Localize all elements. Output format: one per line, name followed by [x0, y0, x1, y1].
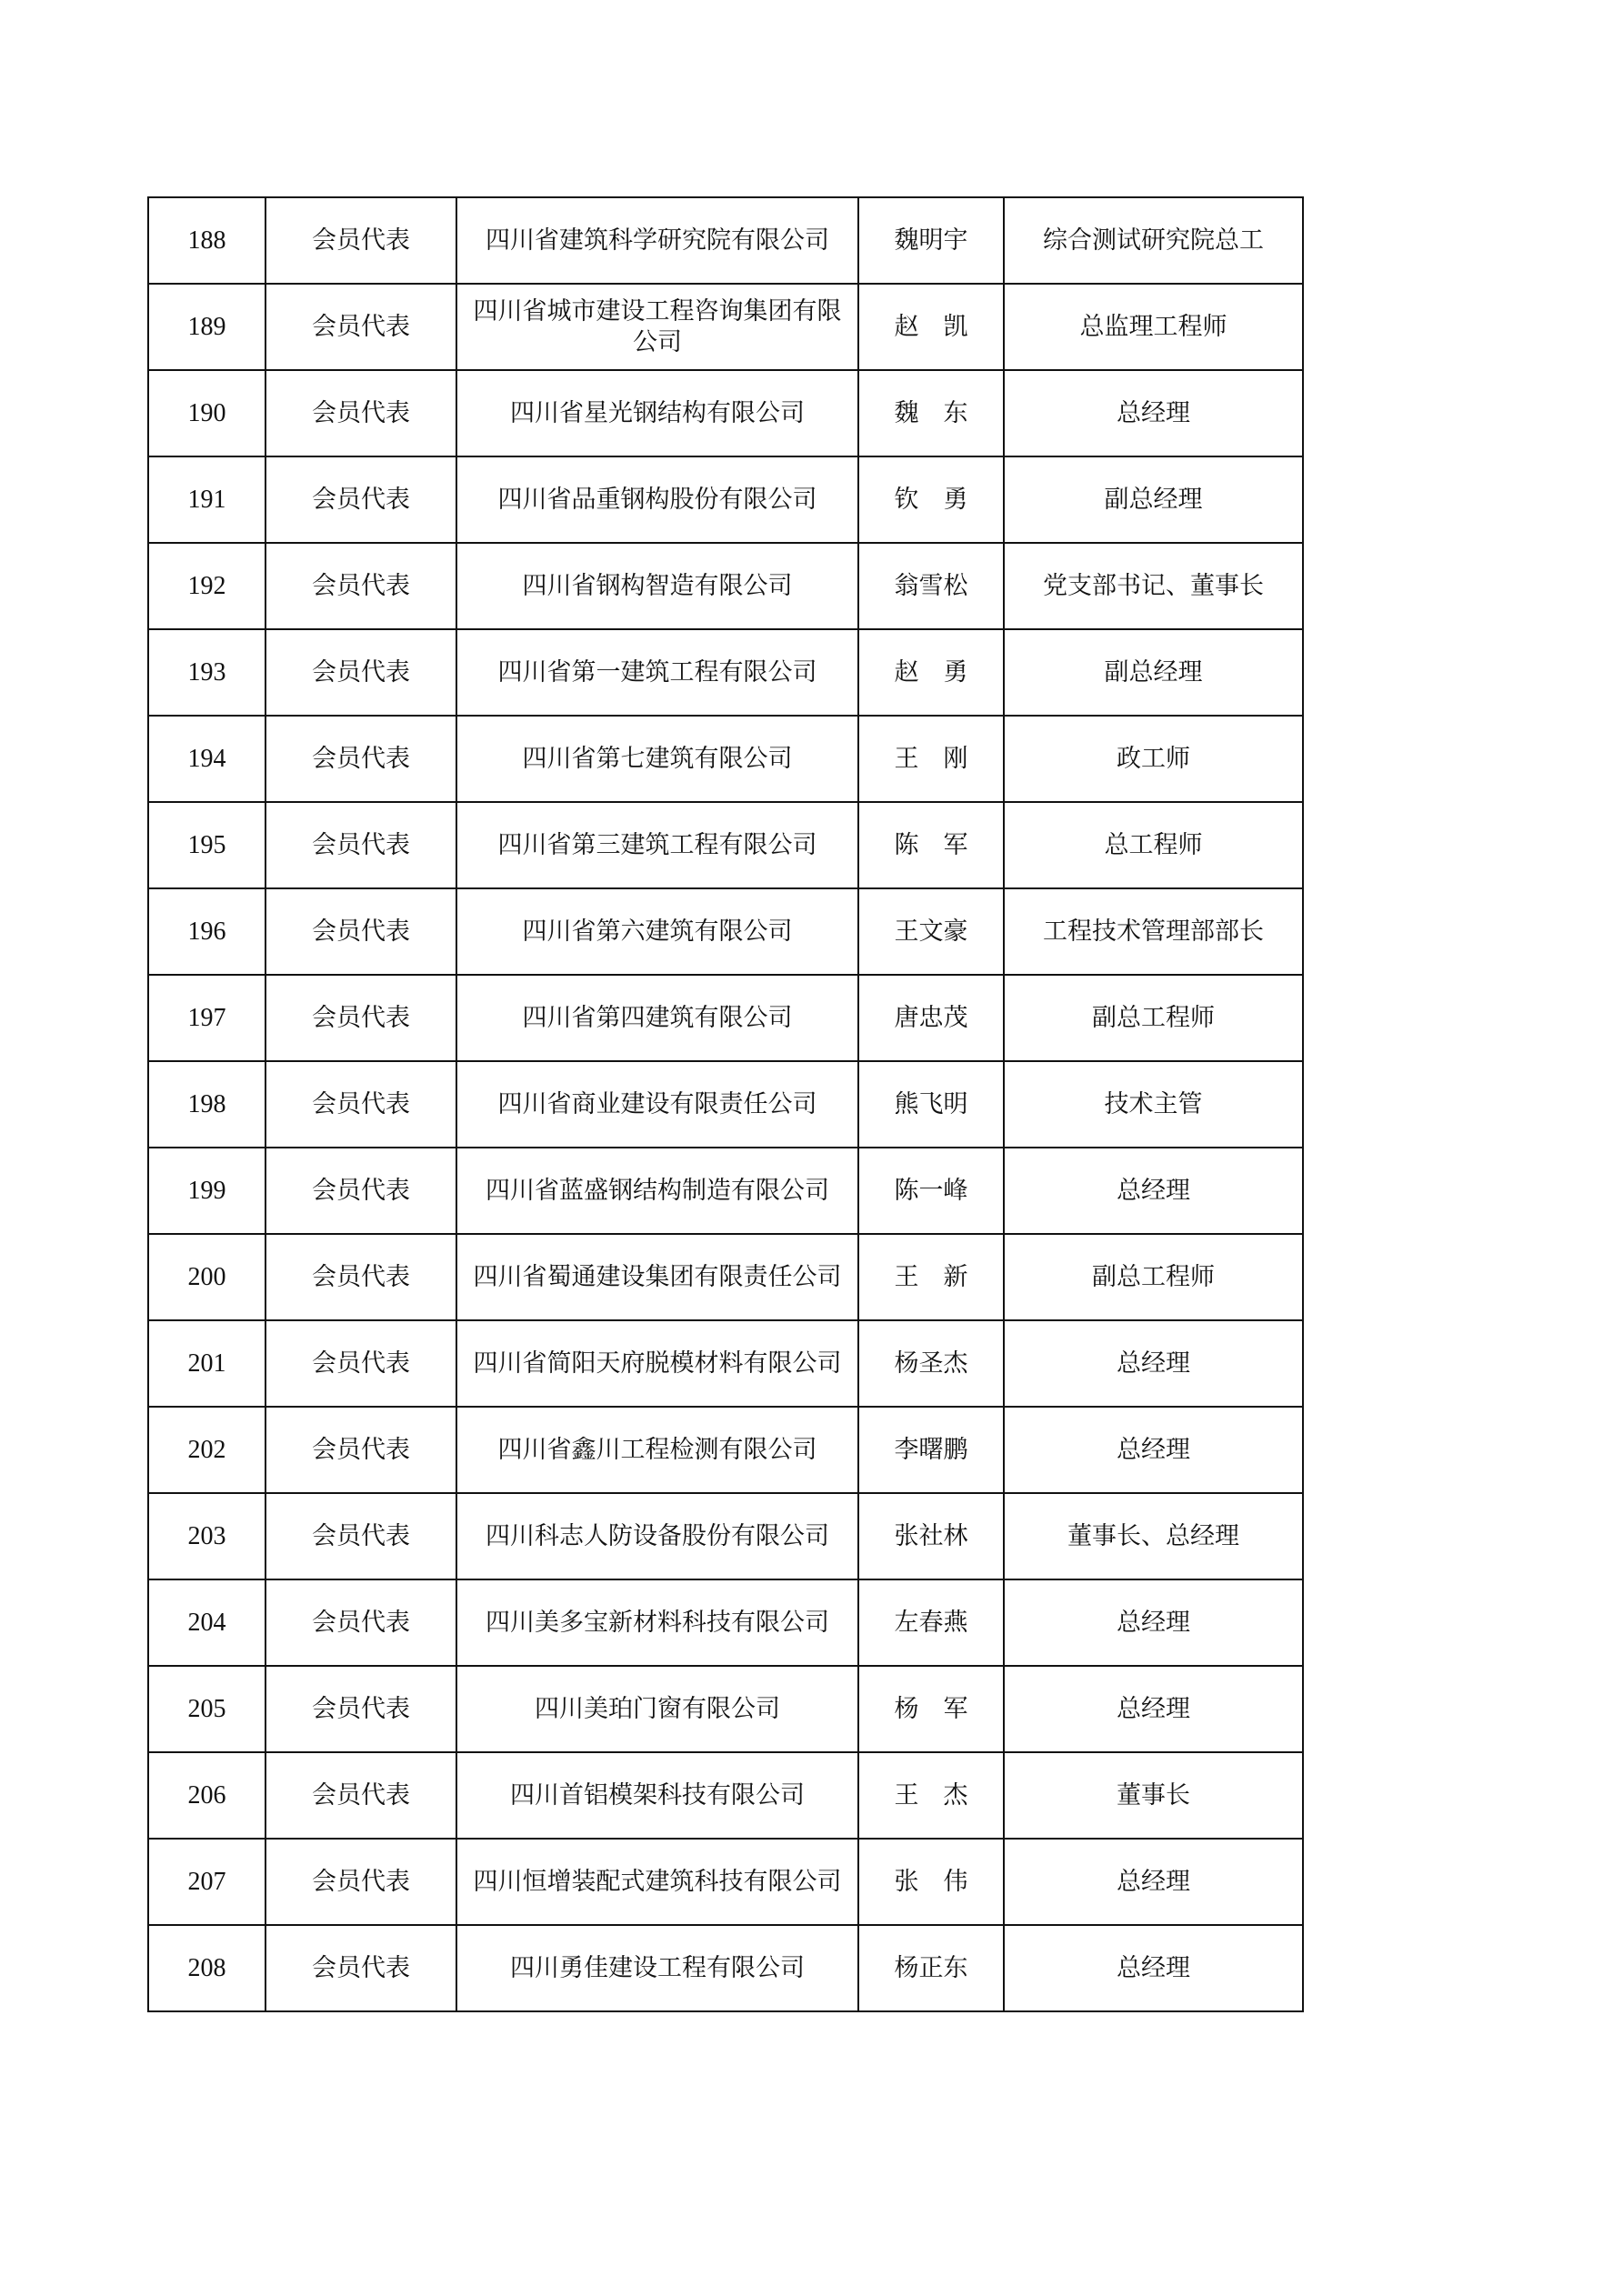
person-name-cell: 陈 军 [858, 802, 1004, 888]
row-number-cell: 190 [148, 370, 265, 456]
job-title-cell: 综合测试研究院总工 [1004, 197, 1303, 284]
row-number-cell: 188 [148, 197, 265, 284]
person-name-cell: 魏明宇 [858, 197, 1004, 284]
table-row [148, 888, 1303, 975]
row-number-cell: 200 [148, 1234, 265, 1320]
row-number-cell: 208 [148, 1925, 265, 2011]
person-name-cell: 王 刚 [858, 716, 1004, 802]
table-row [148, 1579, 1303, 1666]
member-type-cell: 会员代表 [265, 456, 456, 543]
row-number-cell: 207 [148, 1839, 265, 1925]
person-name-cell: 魏 东 [858, 370, 1004, 456]
person-name-cell: 王 杰 [858, 1752, 1004, 1839]
person-name-cell: 张社林 [858, 1493, 1004, 1579]
job-title-cell: 副总经理 [1004, 456, 1303, 543]
table-row [148, 1407, 1303, 1493]
job-title-cell: 技术主管 [1004, 1061, 1303, 1148]
organization-cell: 四川首铝模架科技有限公司 [456, 1752, 858, 1839]
member-type-cell: 会员代表 [265, 629, 456, 716]
organization-cell: 四川恒增装配式建筑科技有限公司 [456, 1839, 858, 1925]
row-number-cell: 194 [148, 716, 265, 802]
row-number-cell: 206 [148, 1752, 265, 1839]
table-row [148, 1061, 1303, 1148]
member-type-cell: 会员代表 [265, 888, 456, 975]
person-name-cell: 杨圣杰 [858, 1320, 1004, 1407]
member-type-cell: 会员代表 [265, 1925, 456, 2011]
member-type-cell: 会员代表 [265, 1579, 456, 1666]
row-number-cell: 195 [148, 802, 265, 888]
row-number-cell: 204 [148, 1579, 265, 1666]
job-title-cell: 总经理 [1004, 1925, 1303, 2011]
person-name-cell: 赵 勇 [858, 629, 1004, 716]
person-name-cell: 翁雪松 [858, 543, 1004, 629]
table-row [148, 716, 1303, 802]
table-row [148, 284, 1303, 370]
job-title-cell: 总经理 [1004, 1320, 1303, 1407]
row-number-cell: 192 [148, 543, 265, 629]
member-type-cell: 会员代表 [265, 1234, 456, 1320]
organization-cell: 四川省第六建筑有限公司 [456, 888, 858, 975]
person-name-cell: 左春燕 [858, 1579, 1004, 1666]
table-row [148, 543, 1303, 629]
table-row [148, 1839, 1303, 1925]
person-name-cell: 王文豪 [858, 888, 1004, 975]
person-name-cell: 王 新 [858, 1234, 1004, 1320]
table-row [148, 629, 1303, 716]
member-type-cell: 会员代表 [265, 197, 456, 284]
job-title-cell: 总经理 [1004, 1148, 1303, 1234]
row-number-cell: 196 [148, 888, 265, 975]
person-name-cell: 陈一峰 [858, 1148, 1004, 1234]
member-type-cell: 会员代表 [265, 1839, 456, 1925]
job-title-cell: 党支部书记、董事长 [1004, 543, 1303, 629]
job-title-cell: 总经理 [1004, 1407, 1303, 1493]
member-type-cell: 会员代表 [265, 1493, 456, 1579]
member-type-cell: 会员代表 [265, 1666, 456, 1752]
member-type-cell: 会员代表 [265, 1148, 456, 1234]
person-name-cell: 张 伟 [858, 1839, 1004, 1925]
job-title-cell: 政工师 [1004, 716, 1303, 802]
organization-cell: 四川勇佳建设工程有限公司 [456, 1925, 858, 2011]
row-number-cell: 199 [148, 1148, 265, 1234]
table-row [148, 1320, 1303, 1407]
organization-cell: 四川美多宝新材料科技有限公司 [456, 1579, 858, 1666]
row-number-cell: 202 [148, 1407, 265, 1493]
organization-cell: 四川省星光钢结构有限公司 [456, 370, 858, 456]
organization-cell: 四川科志人防设备股份有限公司 [456, 1493, 858, 1579]
job-title-cell: 董事长 [1004, 1752, 1303, 1839]
table-row [148, 1666, 1303, 1752]
organization-cell: 四川省第四建筑有限公司 [456, 975, 858, 1061]
row-number-cell: 205 [148, 1666, 265, 1752]
organization-cell: 四川省品重钢构股份有限公司 [456, 456, 858, 543]
table-row [148, 802, 1303, 888]
job-title-cell: 副总工程师 [1004, 1234, 1303, 1320]
job-title-cell: 总工程师 [1004, 802, 1303, 888]
organization-cell: 四川省城市建设工程咨询集团有限公司 [456, 284, 858, 370]
member-type-cell: 会员代表 [265, 1407, 456, 1493]
job-title-cell: 董事长、总经理 [1004, 1493, 1303, 1579]
organization-cell: 四川省第七建筑有限公司 [456, 716, 858, 802]
job-title-cell: 总经理 [1004, 1579, 1303, 1666]
row-number-cell: 201 [148, 1320, 265, 1407]
organization-cell: 四川省商业建设有限责任公司 [456, 1061, 858, 1148]
table-row [148, 456, 1303, 543]
organization-cell: 四川省简阳天府脱模材料有限公司 [456, 1320, 858, 1407]
member-representative-table [147, 196, 1304, 2012]
organization-cell: 四川省钢构智造有限公司 [456, 543, 858, 629]
row-number-cell: 198 [148, 1061, 265, 1148]
row-number-cell: 203 [148, 1493, 265, 1579]
person-name-cell: 钦 勇 [858, 456, 1004, 543]
organization-cell: 四川美珀门窗有限公司 [456, 1666, 858, 1752]
table-row [148, 1493, 1303, 1579]
organization-cell: 四川省第一建筑工程有限公司 [456, 629, 858, 716]
row-number-cell: 197 [148, 975, 265, 1061]
table-body [148, 197, 1303, 2011]
table-row [148, 1752, 1303, 1839]
job-title-cell: 工程技术管理部部长 [1004, 888, 1303, 975]
person-name-cell: 杨 军 [858, 1666, 1004, 1752]
row-number-cell: 193 [148, 629, 265, 716]
job-title-cell: 总经理 [1004, 370, 1303, 456]
table-row [148, 1234, 1303, 1320]
table-row [148, 1925, 1303, 2011]
person-name-cell: 杨正东 [858, 1925, 1004, 2011]
member-type-cell: 会员代表 [265, 370, 456, 456]
member-type-cell: 会员代表 [265, 716, 456, 802]
job-title-cell: 副总工程师 [1004, 975, 1303, 1061]
table-row [148, 370, 1303, 456]
organization-cell: 四川省建筑科学研究院有限公司 [456, 197, 858, 284]
job-title-cell: 总监理工程师 [1004, 284, 1303, 370]
organization-cell: 四川省蓝盛钢结构制造有限公司 [456, 1148, 858, 1234]
member-type-cell: 会员代表 [265, 1752, 456, 1839]
row-number-cell: 189 [148, 284, 265, 370]
organization-cell: 四川省第三建筑工程有限公司 [456, 802, 858, 888]
table-row [148, 1148, 1303, 1234]
person-name-cell: 赵 凯 [858, 284, 1004, 370]
member-type-cell: 会员代表 [265, 1061, 456, 1148]
row-number-cell: 191 [148, 456, 265, 543]
job-title-cell: 总经理 [1004, 1666, 1303, 1752]
member-type-cell: 会员代表 [265, 975, 456, 1061]
job-title-cell: 副总经理 [1004, 629, 1303, 716]
member-type-cell: 会员代表 [265, 802, 456, 888]
organization-cell: 四川省蜀通建设集团有限责任公司 [456, 1234, 858, 1320]
table-row [148, 975, 1303, 1061]
job-title-cell: 总经理 [1004, 1839, 1303, 1925]
member-type-cell: 会员代表 [265, 1320, 456, 1407]
organization-cell: 四川省鑫川工程检测有限公司 [456, 1407, 858, 1493]
person-name-cell: 唐忠茂 [858, 975, 1004, 1061]
person-name-cell: 熊飞明 [858, 1061, 1004, 1148]
member-type-cell: 会员代表 [265, 543, 456, 629]
person-name-cell: 李曙鹏 [858, 1407, 1004, 1493]
member-type-cell: 会员代表 [265, 284, 456, 370]
table-row [148, 197, 1303, 284]
